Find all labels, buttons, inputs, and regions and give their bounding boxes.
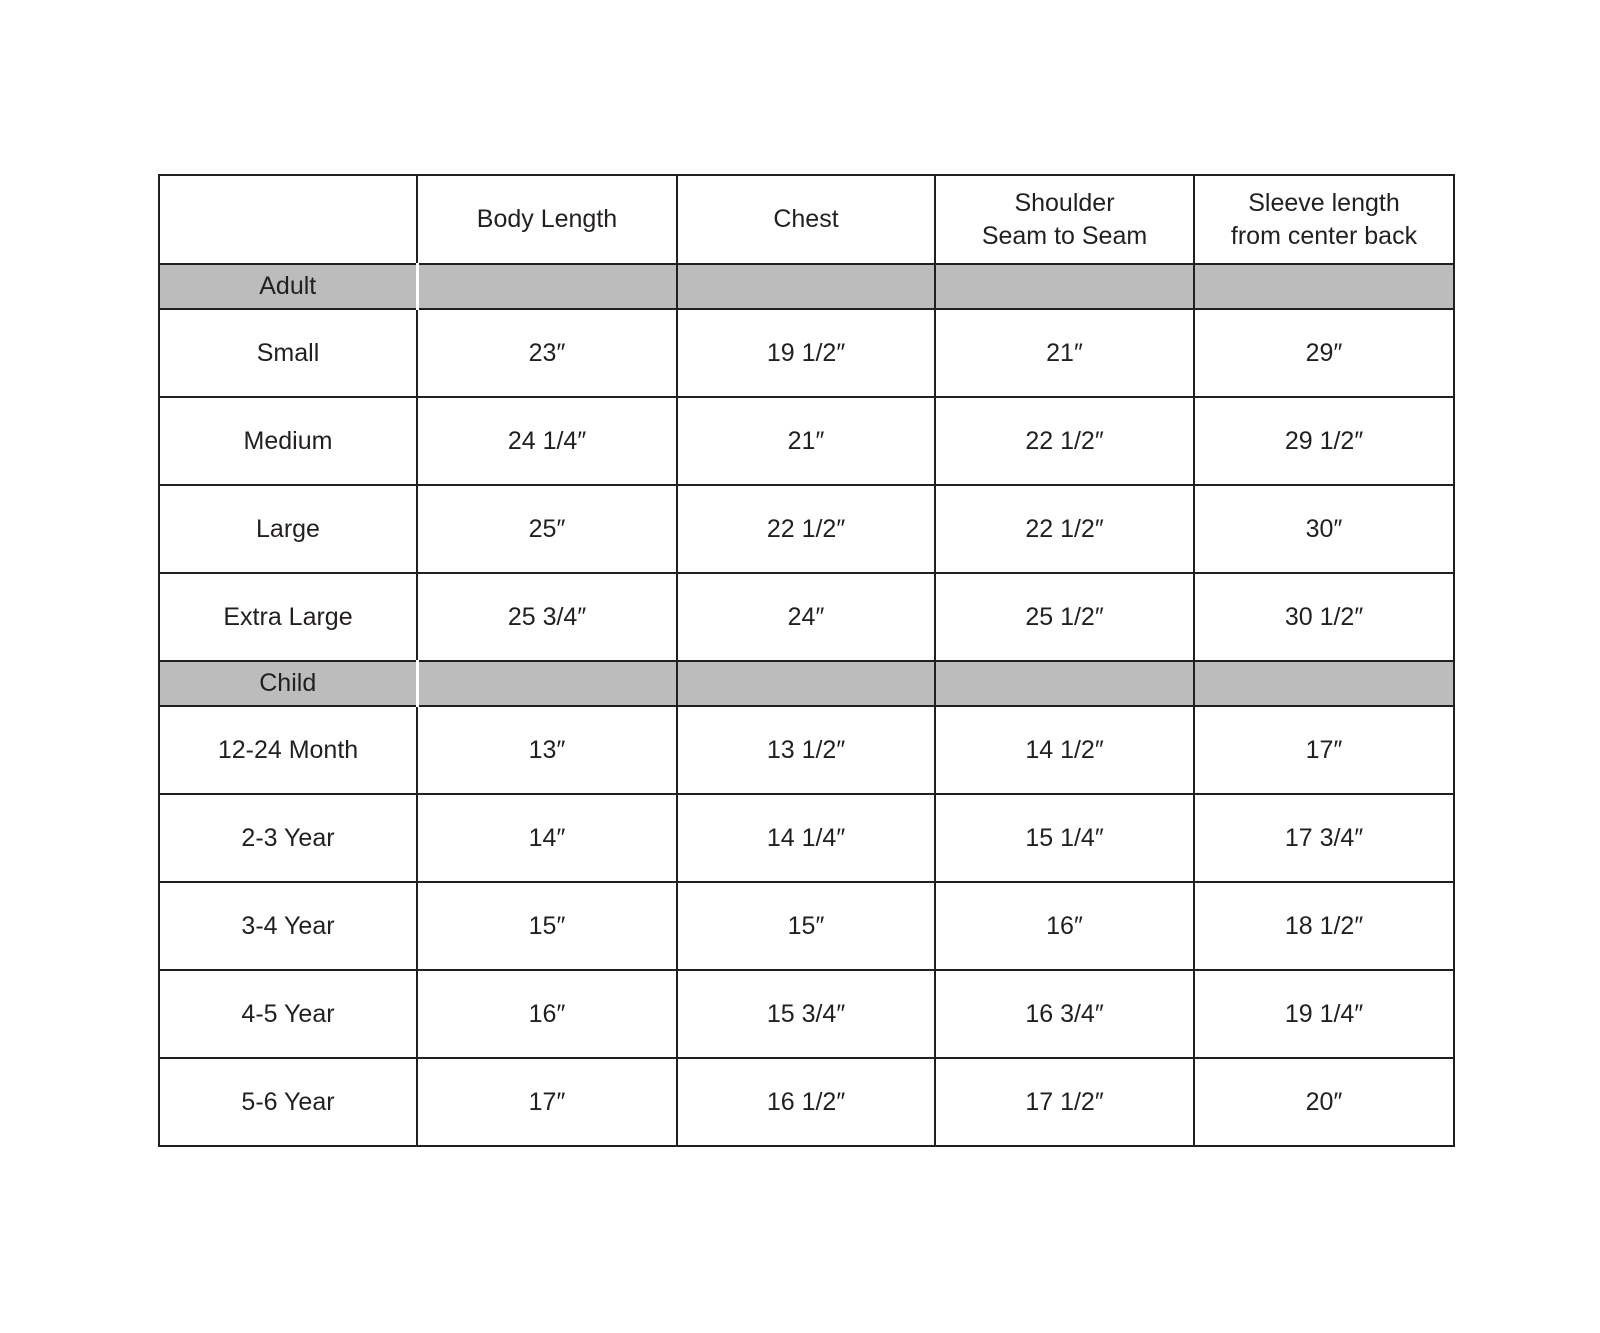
header-line: from center back	[1230, 221, 1418, 250]
chest-cell: 22 1/2″	[677, 485, 935, 573]
table-row	[159, 794, 1454, 882]
table-row	[159, 1058, 1454, 1146]
body-length-cell: 23″	[417, 309, 677, 397]
body-length-cell: 15″	[417, 882, 677, 970]
table-body	[159, 264, 1454, 1146]
body-length-cell: 25 3/4″	[417, 573, 677, 661]
size-label: 2-3 Year	[159, 794, 417, 882]
shoulder-cell: 15 1/4″	[935, 794, 1194, 882]
body-length-cell: 24 1/4″	[417, 397, 677, 485]
body-length-cell: 25″	[417, 485, 677, 573]
chest-cell: 24″	[677, 573, 935, 661]
chest-cell: 15″	[677, 882, 935, 970]
shoulder-cell: 25 1/2″	[935, 573, 1194, 661]
table-row	[159, 706, 1454, 794]
header-body-length	[417, 175, 677, 264]
sleeve-cell: 19 1/4″	[1194, 970, 1454, 1058]
table-row	[159, 882, 1454, 970]
table-row	[159, 485, 1454, 573]
shoulder-cell: 22 1/2″	[935, 485, 1194, 573]
section-label: Adult	[159, 264, 417, 309]
sleeve-cell: 20″	[1194, 1058, 1454, 1146]
section-label: Child	[159, 661, 417, 706]
sleeve-cell: 18 1/2″	[1194, 882, 1454, 970]
size-label: Medium	[159, 397, 417, 485]
section-row-child	[159, 661, 1454, 706]
size-label: Extra Large	[159, 573, 417, 661]
sleeve-cell: 17 3/4″	[1194, 794, 1454, 882]
size-label: 12-24 Month	[159, 706, 417, 794]
sleeve-cell: 30″	[1194, 485, 1454, 573]
header-line: Body Length	[476, 205, 618, 233]
section-fill-cell	[935, 264, 1194, 309]
shoulder-cell: 22 1/2″	[935, 397, 1194, 485]
sleeve-cell: 29 1/2″	[1194, 397, 1454, 485]
chest-cell: 13 1/2″	[677, 706, 935, 794]
header-line: Seam to Seam	[981, 221, 1148, 250]
size-label: Large	[159, 485, 417, 573]
chest-cell: 15 3/4″	[677, 970, 935, 1058]
section-fill-cell	[1194, 661, 1454, 706]
section-fill-cell	[417, 661, 677, 706]
shoulder-cell: 17 1/2″	[935, 1058, 1194, 1146]
size-label: 4-5 Year	[159, 970, 417, 1058]
section-row-adult	[159, 264, 1454, 309]
section-fill-cell	[935, 661, 1194, 706]
header-line: Sleeve length	[1248, 188, 1400, 217]
shoulder-cell: 21″	[935, 309, 1194, 397]
header-shoulder	[935, 175, 1194, 264]
header-chest	[677, 175, 935, 264]
table-row	[159, 573, 1454, 661]
chest-cell: 16 1/2″	[677, 1058, 935, 1146]
section-fill-cell	[417, 264, 677, 309]
body-length-cell: 13″	[417, 706, 677, 794]
sleeve-cell: 29″	[1194, 309, 1454, 397]
header-corner-cell	[159, 175, 417, 264]
chest-cell: 19 1/2″	[677, 309, 935, 397]
header-row	[159, 175, 1454, 264]
size-label: 3-4 Year	[159, 882, 417, 970]
size-label: Small	[159, 309, 417, 397]
chest-cell: 21″	[677, 397, 935, 485]
size-label: 5-6 Year	[159, 1058, 417, 1146]
section-fill-cell	[677, 264, 935, 309]
shoulder-cell: 16″	[935, 882, 1194, 970]
table-row	[159, 970, 1454, 1058]
body-length-cell: 14″	[417, 794, 677, 882]
table-row	[159, 309, 1454, 397]
body-length-cell: 16″	[417, 970, 677, 1058]
section-fill-cell	[1194, 264, 1454, 309]
sleeve-cell: 30 1/2″	[1194, 573, 1454, 661]
section-fill-cell	[677, 661, 935, 706]
header-sleeve	[1194, 175, 1454, 264]
body-length-cell: 17″	[417, 1058, 677, 1146]
chest-cell: 14 1/4″	[677, 794, 935, 882]
shoulder-cell: 14 1/2″	[935, 706, 1194, 794]
table-row	[159, 397, 1454, 485]
sleeve-cell: 17″	[1194, 706, 1454, 794]
shoulder-cell: 16 3/4″	[935, 970, 1194, 1058]
header-line: Shoulder	[1014, 188, 1115, 217]
size-chart-table	[158, 174, 1455, 1147]
header-line: Chest	[773, 205, 839, 233]
